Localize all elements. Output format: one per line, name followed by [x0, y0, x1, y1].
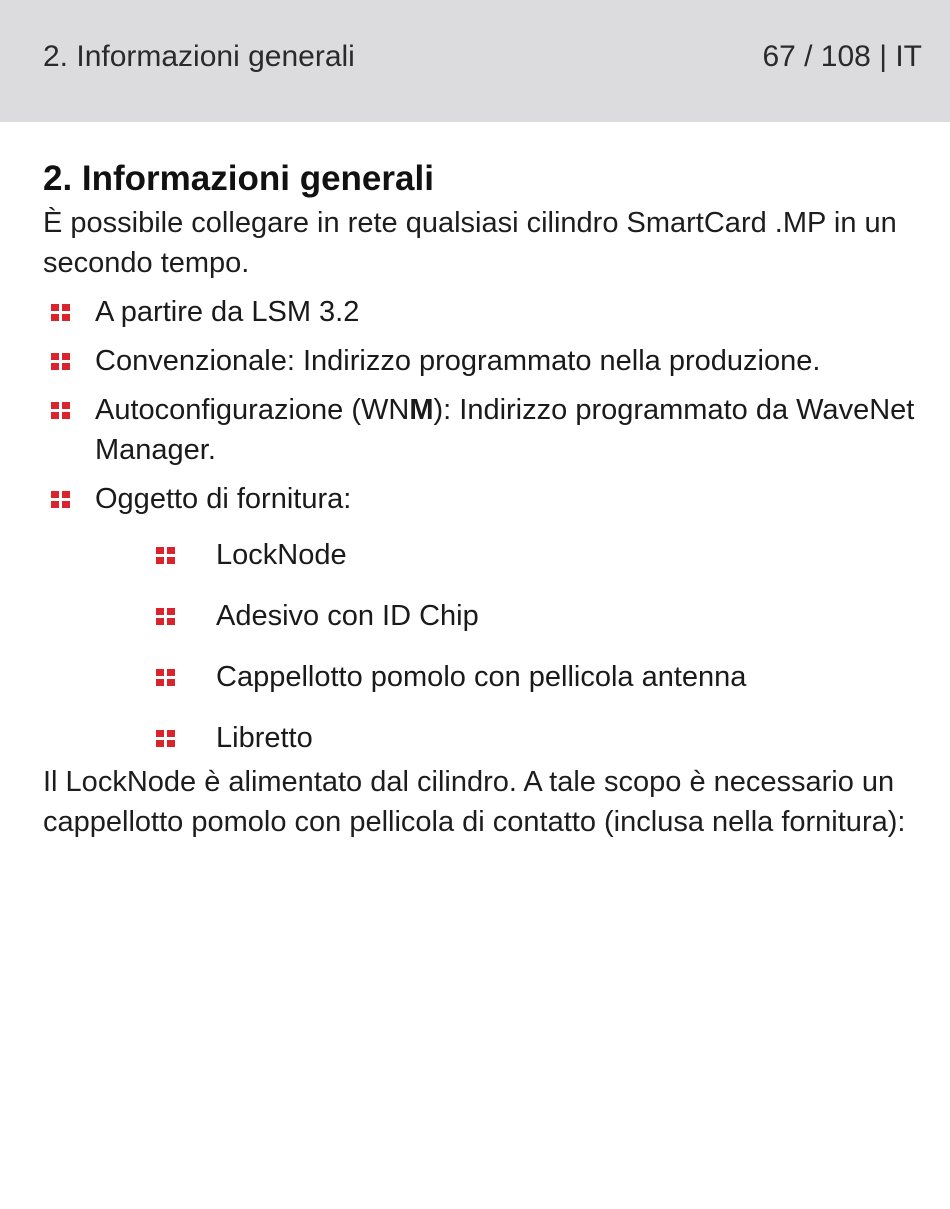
list-item-text-after: ): Indirizzo programmato da WaveNet Manager.: [95, 394, 915, 466]
delivery-item-text: Adesivo con ID Chip: [216, 600, 479, 632]
list-item-text: Oggetto di fornitura:: [95, 483, 352, 515]
header-chapter-title: 2. Informazioni generali: [43, 40, 355, 73]
list-item-text: A partire da LSM 3.2: [95, 296, 360, 328]
list-item: [43, 390, 928, 470]
feature-list: [43, 292, 928, 758]
list-item-text: Convenzionale: Indirizzo programmato nella produzione.: [95, 345, 821, 377]
bullet-icon: [51, 402, 71, 420]
intro-paragraph: È possibile collegare in rete qualsiasi cilindro SmartCard .MP in un secondo tempo.: [43, 207, 897, 279]
page-header: [0, 0, 950, 122]
bullet-icon: [51, 353, 71, 371]
bullet-icon: [156, 669, 176, 687]
bullet-icon: [156, 547, 176, 565]
page-content: [43, 155, 928, 842]
delivery-item-text: LockNode: [216, 539, 347, 571]
bullet-icon: [156, 730, 176, 748]
delivery-items-list: [95, 535, 928, 758]
section-title: 2. Informazioni generali: [43, 159, 434, 198]
delivery-item: [95, 657, 928, 697]
delivery-item: [95, 535, 928, 575]
list-item: [43, 479, 928, 758]
delivery-item-text: Cappellotto pomolo con pellicola antenna: [216, 661, 747, 693]
list-item-text-before: Autoconfigurazione (WN: [95, 394, 410, 426]
delivery-item: [95, 718, 928, 758]
closing-paragraph: Il LockNode è alimentato dal cilindro. A tale scopo è necessario un cappellotto pomolo con pellicola di contatto (inclusa nella fornitura):: [43, 766, 906, 838]
bullet-icon: [156, 608, 176, 626]
bullet-icon: [51, 491, 71, 509]
list-item-text-bold: M: [409, 394, 434, 426]
delivery-item: [95, 596, 928, 636]
list-item: [43, 292, 928, 332]
bullet-icon: [51, 304, 71, 322]
list-item: [43, 341, 928, 381]
header-page-indicator: 67 / 108 | IT: [762, 40, 922, 73]
delivery-item-text: Libretto: [216, 722, 313, 754]
